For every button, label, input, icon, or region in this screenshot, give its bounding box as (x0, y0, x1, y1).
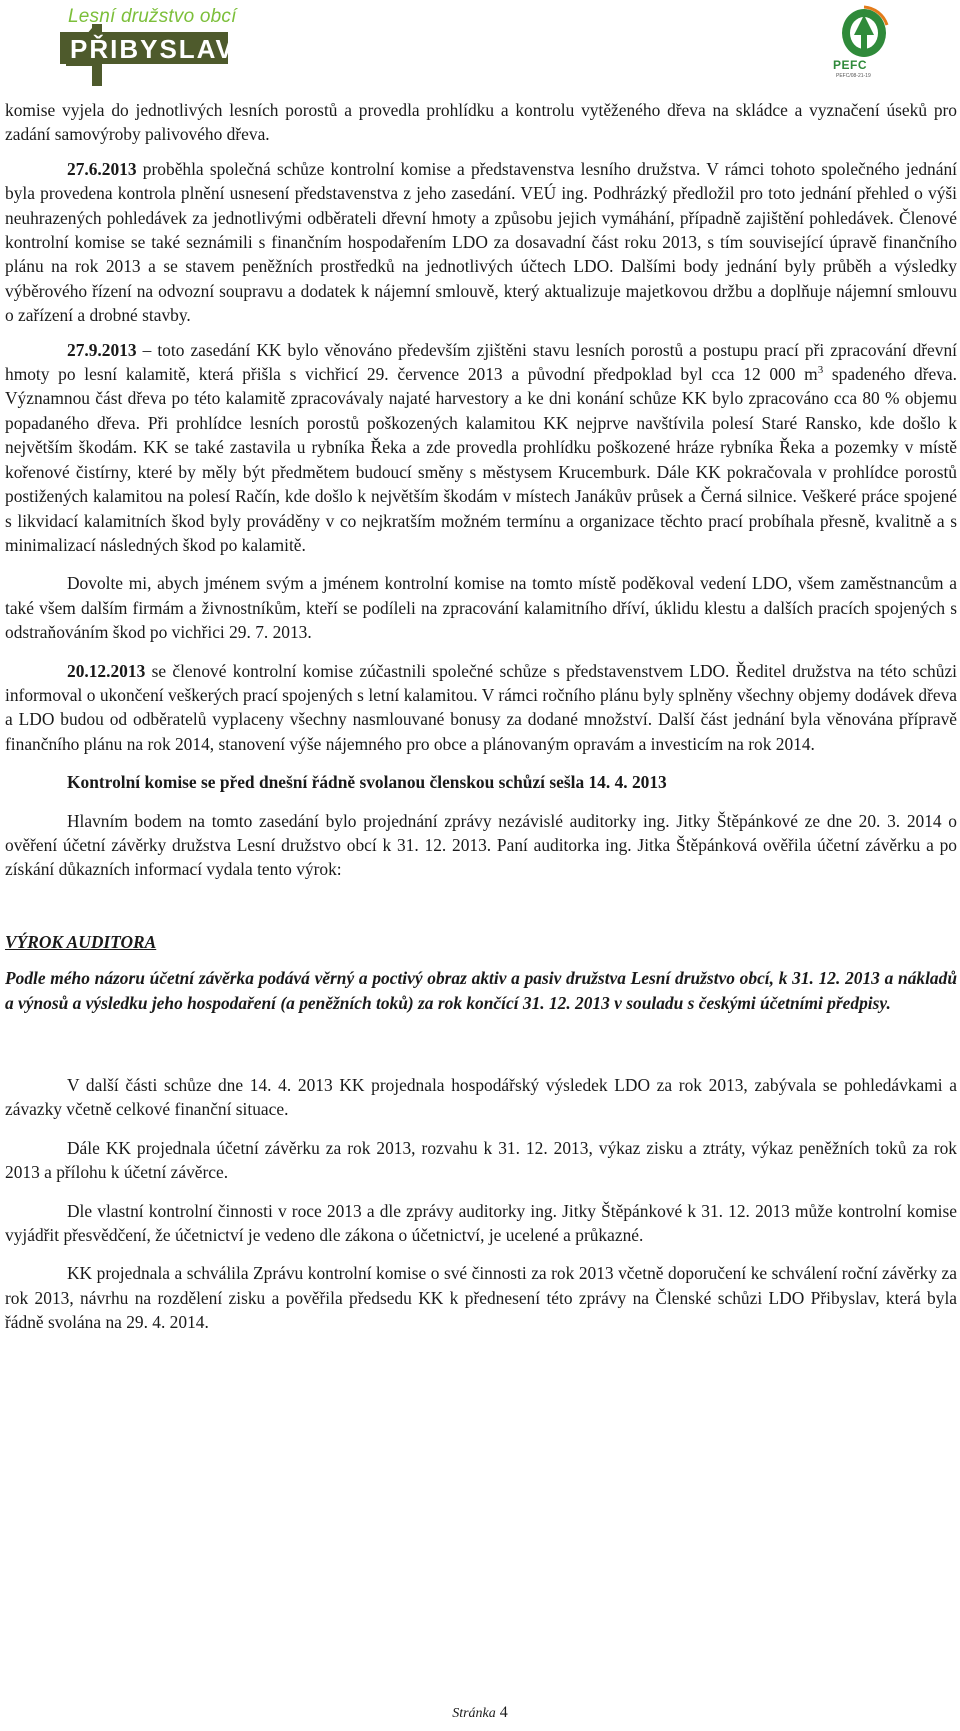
paragraph-text: – toto zasedání KK bylo věnováno především zjištěni stavu lesních porostů a postupu prací při zpracování dřevní hmoty po lesní kalamitě, která přišla s vichřicí 29. července 2013 a původní předpoklad byl cca 12 000 m (5, 339, 957, 385)
paragraph-9: Dle vlastní kontrolní činnosti v roce 2013 a dle zprávy auditorky ing. Jitky Štěpánkové k 31. 12. 2013 může kontrolní komise vyjádřit přesvědčení, že účetnictví je vedeno dle zákona o účetnictví, je ucelené a průkazné. (5, 1200, 957, 1246)
pefc-code: PEFC/08-21-19 (836, 73, 871, 79)
page-footer (0, 1704, 960, 1722)
paragraph-6: Hlavním bodem na tomto zasedání bylo projednání zprávy nezávislé auditorky ing. Jitky Štěpánkové ze dne 20. 3. 2014 o ověření účetní závěrky družstva Lesní družstvo obcí k 31. 12. 2013. Paní auditorka ing. Jitka Štěpánková ověřila účetní závěrku a po získání důkazních informací vydala tento výrok: (5, 810, 957, 880)
paragraph-text: se členové kontrolní komise zúčastnili společné schůze s představenstvem LDO. Ředitel družstva na této schůzi informoval o ukončení veškerých prací spojených s letní kalamitou. V rámci ročního plánu byly splněny všechny objemy dodávek dřeva a LDO budou od odběratelů vyplaceny všechny nasmlouvané bonusy za dodané množství. Další část jednání byla věnována přípravě finančního plánu na rok 2014, stanovení výše nájemného pro obce a plánovaným opravám a investicím na rok 2014. (5, 660, 957, 754)
paragraph-1: komise vyjela do jednotlivých lesních porostů a provedla prohlídku a kontrolu vytěženého dřeva na skládce a vyznačení úseků pro zadání samovýroby palivového dřeva. (5, 100, 957, 145)
auditor-statement-body: Podle mého názoru účetní závěrka podává věrný a poctivý obraz aktiv a pasiv družstva Lesní družstvo obcí, k 31. 12. 2013 a nákladů a výnosů a výsledku jeho hospodaření (a peněžních toků) za rok končící 31. 12. 2013 v souladu s českými účetními předpisy. (5, 968, 957, 1013)
superscript: 3 (817, 364, 824, 377)
paragraph-2 (5, 157, 957, 328)
document-body (5, 98, 957, 1335)
paragraph-7: V další části schůze dne 14. 4. 2013 KK projednala hospodářský výsledek LDO za rok 2013, zabývala se pohledávkami a závazky včetně celkové finanční situace. (5, 1075, 957, 1120)
logo-title: Lesní družstvo obcí (68, 6, 237, 27)
logo-subtitle: PŘIBYSLAV (70, 34, 235, 64)
date-label: 20.12.2013 (67, 660, 146, 681)
date-label: 27.6.2013 (67, 158, 137, 179)
pefc-label: PEFC (833, 58, 868, 72)
page-number: 4 (499, 1704, 508, 1721)
paragraph-10: KK projednala a schválila Zprávu kontrolní komise o své činnosti za rok 2013 včetně doporučení ke schválení roční závěrky za rok 2013, návrhu na rozdělení zisku a pověřila předsedu KK k přednesení této zprávy na Členské schůzi LDO Přibyslav, která byla řádně svolána na 29. 4. 2014. (5, 1263, 957, 1333)
paragraph-text: proběhla společná schůze kontrolní komise a představenstva lesního družstva. V rámci tohoto společného jednání byla provedena kontrola plnění usnesení představenstva z jeho zasedání. VEÚ ing. Podhrázký předložil pro toto jednání přehled o výši neuhrazených pohledávek za jednotlivými odběrateli dřevní hmoty a způsobu jejich vymáhání, případně zajištění pohledávek. Členové kontrolní komise se také seznámili s finančním hospodařením LDO za dosavadní část roku 2013, s tím související úpravě finančního plánu na rok 2013 a se stavem peněžních prostředků na jednotlivých účtech LDO. Dalšími body jednání byly průběh a výsledky výběrového řízení na odvozní soupravu a dodatek k nájemní smlouvě, který aktualizuje majetkovou držbu a doplňuje nájemní smlouvu o zařízení a drobné stavby. (5, 158, 957, 326)
date-label: 27.9.2013 (67, 339, 137, 360)
auditor-statement-title: VÝROK AUDITORA (5, 931, 157, 952)
page-label: Stránka (452, 1706, 496, 1721)
paragraph-5 (5, 659, 957, 757)
paragraph-3 (5, 338, 957, 558)
paragraph-text: spadeného dřeva. Významnou část dřeva po této kalamitě zpracovávaly najaté harvestory a ke dni konání schůze KK bylo zpracováno cca 80 % objemu popadaného dřeva. Při prohlídce lesních porostů poškozených kalamitou KK nejprve navštívila polesí Staré Ransko, kde došlo k největším škodám. KK se také zastavila u rybníka Řeka a zde provedla prohlídku poškozené hráze rybníka Řeka a pozemky v místě kořenové čistírny, které by měly být předmětem budoucí směny s městysem Krucemburk. Dále KK pokračovala v prohlídce porostů postižených kalamitou na polesí Račín, kde došlo k největším škodám v místech Janákův průsek a Černá silnice. Veškeré práce spojené s likvidací kalamitních škod byly prováděny v co nejkratším možném termínu a organizace těchto prací probíhala přesně, kvalitně a s minimalizací následných škod po kalamitě. (5, 364, 957, 555)
page-header (0, 0, 960, 95)
section-heading: Kontrolní komise se před dnešní řádně svolanou členskou schůzí sešla 14. 4. 2013 (67, 772, 667, 793)
paragraph-8: Dále KK projednala účetní závěrku za rok 2013, rozvahu k 31. 12. 2013, výkaz zisku a ztráty, výkaz peněžních toků za rok 2013 a přílohu k účetní závěrce. (5, 1137, 957, 1183)
paragraph-4: Dovolte mi, abych jménem svým a jménem kontrolní komise na tomto místě poděkoval vedení LDO, všem zaměstnancům a také všem dalším firmám a živnostníkům, kteří se podíleli na zpracování kalamitního dříví, úklidu klestu a dalších pracích spojených s odstraňováním škod po vichřici 29. 7. 2013. (5, 573, 957, 643)
